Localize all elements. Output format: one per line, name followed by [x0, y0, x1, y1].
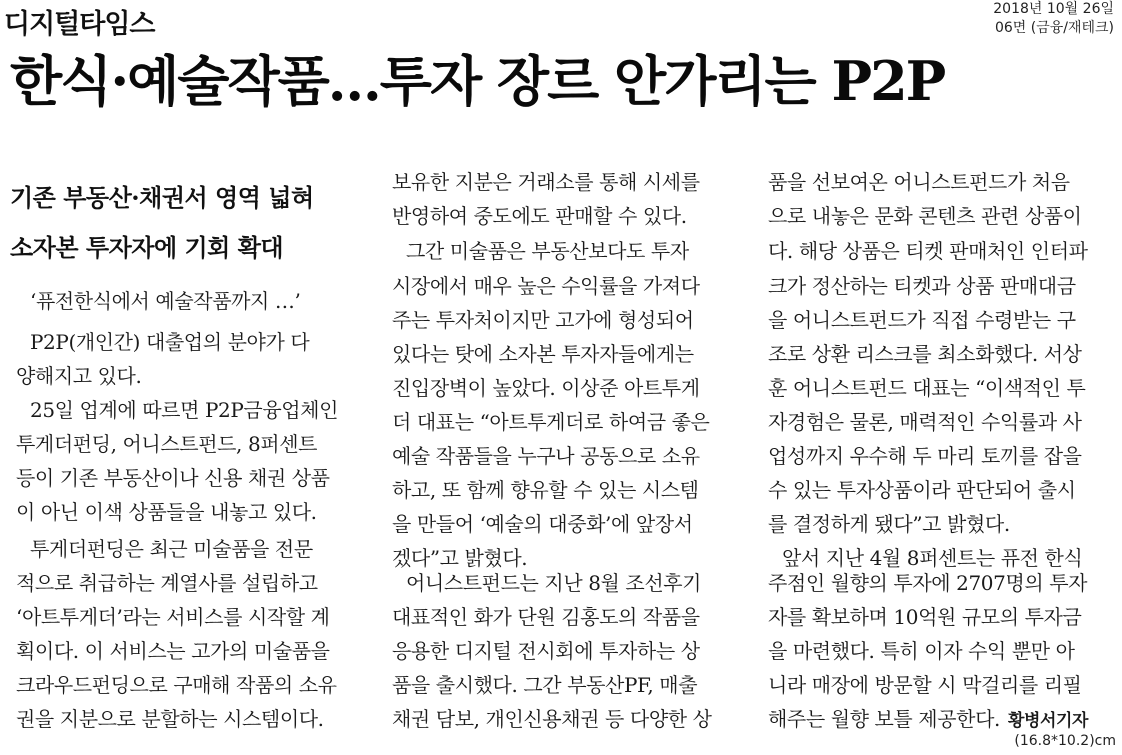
- column-middle-line: 하고, 또 함께 향유할 수 있는 시스템: [392, 478, 699, 502]
- column-right-line: 해주는 월향 보틀 제공한다. 황병서기자: [768, 707, 1089, 731]
- column-middle-line: 대표적인 화가 단원 김홍도의 작품을: [392, 605, 700, 629]
- column-right-line: 크가 정산하는 티켓과 상품 판매대금: [768, 274, 1076, 298]
- byline: 황병서기자: [1007, 711, 1089, 731]
- column-right-line: 품을 선보여온 어니스트펀드가 처음: [768, 170, 1070, 194]
- masthead-logo: 디지털타임스: [4, 9, 155, 40]
- publication-section: 06면 (금융/재테크): [994, 20, 1114, 36]
- column-left-line: 크라우드펀딩으로 구매해 작품의 소유: [16, 673, 337, 697]
- column-right-line: 으로 내놓은 문화 콘텐츠 관련 상품이: [768, 204, 1082, 228]
- column-middle-line: 겠다”고 밝혔다.: [392, 546, 528, 570]
- column-right-line: 조로 상환 리스크를 최소화했다. 서상: [768, 342, 1082, 366]
- column-middle-line: 응용한 디지털 전시회에 투자하는 상: [392, 639, 700, 663]
- column-middle-line: 진입장벽이 높았다. 이상준 아트투게: [392, 376, 700, 400]
- size-note: (16.8*10.2)cm: [1014, 733, 1116, 749]
- column-middle-line: 을 만들어 ‘예술의 대중화’에 앞장서: [392, 512, 693, 536]
- column-middle-line: 채권 담보, 개인신용채권 등 다양한 상: [392, 707, 712, 731]
- column-left-line: 적으로 취급하는 계열사를 설립하고: [16, 571, 318, 595]
- column-middle-line: 시장에서 매우 높은 수익률을 가져다: [392, 274, 700, 298]
- column-left-line: 25일 업계에 따르면 P2P금융업체인: [30, 398, 338, 422]
- column-middle-line: 반영하여 중도에도 판매할 수 있다.: [392, 204, 687, 228]
- publication-date: 2018년 10월 26일: [993, 1, 1114, 17]
- column-left-line: 투게더펀딩, 어니스트펀드, 8퍼센트: [16, 432, 318, 456]
- subhead-1: 기존 부동산·채권서 영역 넓혀: [10, 183, 314, 212]
- article-headline: 한식·예술작품…투자 장르 안가리는 P2P: [10, 49, 945, 113]
- column-left-line: P2P(개인간) 대출업의 분야가 다: [30, 330, 310, 354]
- column-left-line: ‘아트투게더’라는 서비스를 시작할 계: [16, 605, 330, 629]
- column-middle-line: 주는 투자처이지만 고가에 형성되어: [392, 308, 694, 332]
- column-right-line: 자경험은 물론, 매력적인 수익률과 사: [768, 410, 1082, 434]
- column-right-line: 업성까지 우수해 두 마리 토끼를 잡을: [768, 444, 1082, 468]
- column-right-line: 훈 어니스트펀드 대표는 “이색적인 투: [768, 376, 1086, 400]
- column-middle-line: 어니스트펀드는 지난 8월 조선후기: [406, 571, 702, 595]
- column-left-line: 양해지고 있다.: [16, 364, 142, 388]
- column-middle-line: 더 대표는 “아트투게더로 하여금 좋은: [392, 410, 710, 434]
- column-right-line: 자를 확보하며 10억원 규모의 투자금: [768, 605, 1082, 629]
- column-middle-line: 그간 미술품은 부동산보다도 투자: [406, 239, 689, 263]
- column-right-line: 니라 매장에 방문할 시 막걸리를 리필: [768, 673, 1082, 697]
- column-left-line: 등이 기존 부동산이나 신용 채권 상품: [16, 466, 330, 490]
- column-middle-line: 있다는 탓에 소자본 투자자들에게는: [392, 342, 694, 366]
- subhead-2: 소자본 투자자에 기회 확대: [10, 233, 284, 262]
- column-right-line: 수 있는 투자상품이라 판단되어 출시: [768, 478, 1076, 502]
- column-right-line: 을 어니스트펀드가 직접 수령받는 구: [768, 308, 1076, 332]
- column-left-line: 획이다. 이 서비스는 고가의 미술품을: [16, 639, 330, 663]
- column-left-line: 권을 지분으로 분할하는 시스템이다.: [16, 707, 324, 731]
- column-right-line: 을 마련했다. 특히 이자 수익 뿐만 아: [768, 639, 1075, 663]
- column-right-line: 주점인 월향의 투자에 2707명의 투자: [768, 571, 1088, 595]
- column-middle-line: 예술 작품들을 누구나 공동으로 소유: [392, 444, 700, 468]
- column-left-line: 이 아닌 이색 상품들을 내놓고 있다.: [16, 500, 317, 524]
- column-right-line: 다. 해당 상품은 티켓 판매처인 인터파: [768, 239, 1088, 263]
- column-right-line: 를 결정하게 됐다”고 밝혔다.: [768, 512, 1010, 536]
- column-left-line: ‘퓨전한식에서 예술작품까지 …’: [30, 289, 301, 313]
- column-left-line: 투게더펀딩은 최근 미술품을 전문: [30, 537, 313, 561]
- column-middle-line: 품을 출시했다. 그간 부동산PF, 매출: [392, 673, 698, 697]
- column-right-line: 앞서 지난 4월 8퍼센트는 퓨전 한식: [782, 546, 1083, 570]
- column-middle-line: 보유한 지분은 거래소를 통해 시세를: [392, 170, 700, 194]
